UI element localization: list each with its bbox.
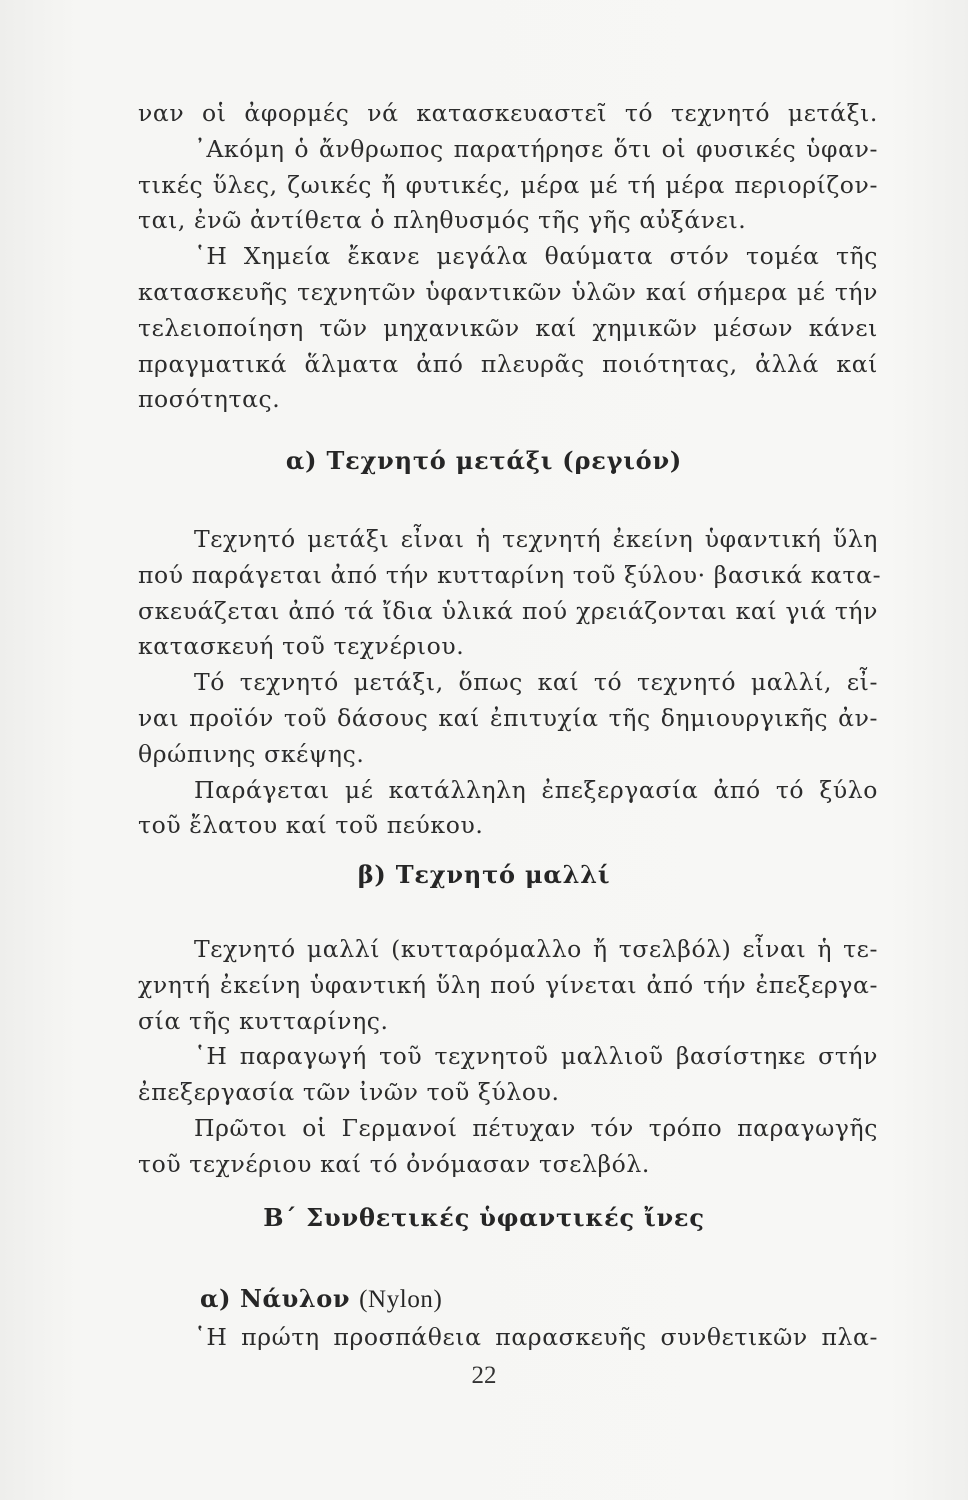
text-line: ναι προϊόν τοῦ δάσους καί ἐπιτυχία τῆς δημιουργικῆς ἀν- — [138, 703, 878, 732]
nylon-text-block — [138, 1320, 878, 1356]
text-line: ται, ἐνῶ ἀντίθετα ὁ πληθυσμός τῆς γῆς αὐξάνει. — [138, 206, 747, 235]
section-heading-nylon — [200, 1284, 442, 1314]
nylon-heading-greek: α) Νάυλον — [200, 1284, 351, 1313]
text-line: ῾Η Χημεία ἔκανε μεγάλα θαύματα στόν τομέα τῆς — [194, 242, 878, 271]
section-heading-artificial-silk: α) Τεχνητό μετάξι (ρεγιόν) — [285, 446, 683, 475]
text-line: Τό τεχνητό μετάξι, ὅπως καί τό τεχνητό μαλλί, εἶ- — [194, 668, 878, 697]
text-line: ἐπεξεργασία τῶν ἰνῶν τοῦ ξύλου. — [138, 1078, 560, 1107]
text-line: θρώπινης σκέψης. — [138, 739, 365, 768]
section-b-text-block — [138, 932, 878, 1183]
section-heading-artificial-wool: β) Τεχνητό μαλλί — [357, 860, 611, 889]
text-line: ναν οἱ ἀφορμές νά κατασκευαστεῖ τό τεχνητό μετάξι. — [138, 99, 878, 127]
text-line: Τεχνητό μετάξι εἶναι ἡ τεχνητή ἐκείνη ὑφαντική ὕλη — [194, 525, 878, 553]
text-line: χνητή ἐκείνη ὑφαντική ὕλη πού γίνεται ἀπό τήν ἐπεξεργα- — [138, 970, 878, 999]
text-line: ᾿Ακόμη ὁ ἄνθρωπος παρατήρησε ὅτι οἱ φυσικές ὑφαν- — [194, 134, 878, 163]
page-number: 22 — [471, 1362, 497, 1389]
section-a-text-block — [138, 522, 882, 844]
text-line: ῾Η παραγωγή τοῦ τεχνητοῦ μαλλιοῦ βασίστηκε στήν — [194, 1042, 878, 1071]
text-line: σία τῆς κυτταρίνης. — [138, 1006, 389, 1035]
text-line: πού παράγεται ἀπό τήν κυτταρίνη τοῦ ξύλου· βασικά κατα- — [138, 560, 882, 589]
text-line: τοῦ ἔλατου καί τοῦ πεύκου. — [138, 811, 484, 840]
text-line: τοῦ τεχνέριου καί τό ὀνόμασαν τσελβόλ. — [138, 1149, 650, 1178]
text-line: Τεχνητό μαλλί (κυτταρόμαλλο ἤ τσελβόλ) εἶναι ἡ τε- — [194, 935, 878, 963]
text-line: τελειοποίηση τῶν μηχανικῶν καί χημικῶν μέσων κάνει — [138, 313, 878, 342]
text-line: Πρῶτοι οἱ Γερμανοί πέτυχαν τόν τρόπο παραγωγῆς — [194, 1113, 878, 1142]
text-line: ποσότητας. — [138, 385, 281, 414]
part-heading-synthetic-fibers: Β΄ Συνθετικές ὑφαντικές ἴνες — [263, 1203, 705, 1232]
text-line: Παράγεται μέ κατάλληλη ἐπεξεργασία ἀπό τό ξύλο — [194, 775, 878, 804]
text-line: τικές ὕλες, ζωικές ἤ φυτικές, μέρα μέ τή μέρα περιορίζον- — [138, 170, 878, 199]
text-line: πραγματικά ἅλματα ἀπό πλευρᾶς ποιότητας, ἀλλά καί — [138, 349, 878, 378]
nylon-heading-latin: (Nylon) — [359, 1286, 443, 1313]
text-line: ῾Η πρώτη προσπάθεια παρασκευῆς συνθετικῶν πλα- — [194, 1323, 878, 1351]
intro-text-block — [138, 96, 878, 418]
text-line: κατασκευῆς τεχνητῶν ὑφαντικῶν ὑλῶν καί σήμερα μέ τήν — [138, 277, 878, 306]
text-line: σκευάζεται ἀπό τά ἴδια ὑλικά πού χρειάζονται καί γιά τήν — [138, 596, 878, 625]
text-line: κατασκευή τοῦ τεχνέριου. — [138, 632, 465, 661]
